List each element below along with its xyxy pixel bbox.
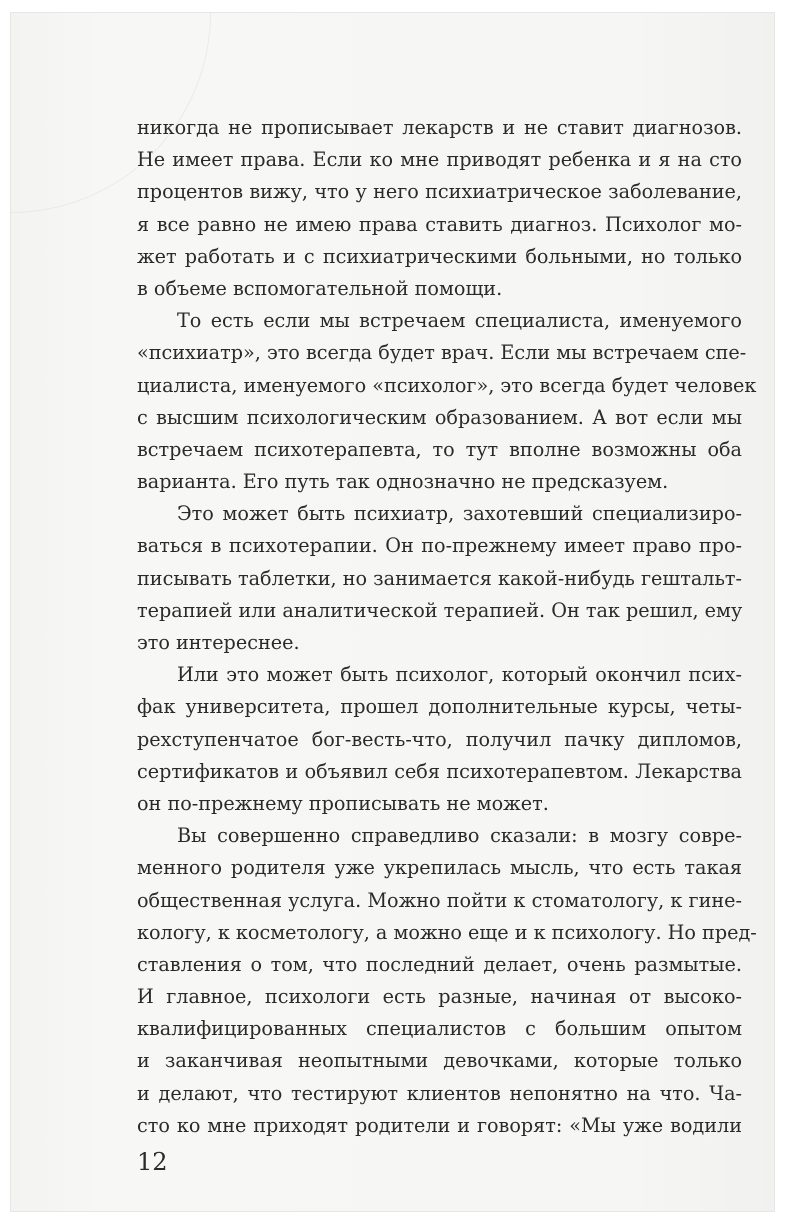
text-line: циалиста, именуемого «психолог», это всегда будет человек xyxy=(137,373,757,397)
text-line: Это может быть психиатр, захотевший специализиро- xyxy=(177,502,742,526)
paragraph xyxy=(137,820,757,1142)
text-line: с высшим психологическим образованием. А вот если мы xyxy=(137,405,742,429)
text-line: я все равно не имею права ставить диагноз. Психолог мо- xyxy=(137,212,742,236)
paragraph xyxy=(137,112,742,305)
text-line: терапией или аналитической терапией. Он так решил, ему xyxy=(137,598,743,622)
text-line: менного родителя уже укрепилась мысль, что есть такая xyxy=(137,856,742,880)
text-line: фак университета, прошел дополнительные курсы, четы- xyxy=(137,695,742,719)
text-line: ставления о том, что последний делает, очень размытые. xyxy=(137,952,742,976)
text-line: общественная услуга. Можно пойти к стоматологу, к гине- xyxy=(137,888,742,912)
page-number: 12 xyxy=(137,1148,168,1176)
text-line: Или это может быть психолог, который окончил псих- xyxy=(177,663,742,687)
text-line: Вы совершенно справедливо сказали: в мозгу совре- xyxy=(177,824,742,848)
text-line: сертификатов и объявил себя психотерапевтом. Лекарства xyxy=(137,759,742,783)
text-line: писывать таблетки, но занимается какой-нибудь гештальт- xyxy=(137,566,743,590)
text-line: и заканчивая неопытными девочками, которые только xyxy=(137,1049,742,1073)
text-line: в объеме вспомогательной помощи. xyxy=(137,276,503,300)
paragraph xyxy=(137,305,757,498)
text-line: и делают, что тестируют клиентов непонятно на что. Ча- xyxy=(137,1081,742,1105)
text-line: жет работать и с психиатрическими больными, но только xyxy=(137,244,742,268)
text-line: То есть если мы встречаем специалиста, именуемого xyxy=(177,309,742,333)
text-line: рехступенчатое бог-весть-что, получил пачку дипломов, xyxy=(137,727,742,751)
body-text xyxy=(137,112,757,1142)
text-line: ваться в психотерапии. Он по-прежнему имеет право про- xyxy=(137,534,742,558)
text-line: никогда не прописывает лекарств и не ставит диагнозов. xyxy=(137,116,742,139)
text-line: это интереснее. xyxy=(137,631,300,654)
paragraph xyxy=(137,659,742,820)
text-line: сто ко мне приходят родители и говорят: «Мы уже водили xyxy=(137,1113,742,1137)
paragraph xyxy=(137,498,742,659)
text-line: квалифицированных специалистов с большим опытом xyxy=(137,1017,742,1041)
text-line: встречаем психотерапевта, то тут вполне возможны оба xyxy=(137,437,742,461)
text-line: «психиатр», это всегда будет врач. Если мы встречаем спе- xyxy=(137,341,747,365)
text-line: И главное, психологи есть разные, начиная от высоко- xyxy=(137,985,742,1009)
text-line: Не имеет права. Если ко мне приводят ребенка и я на сто xyxy=(137,148,742,172)
text-line: процентов вижу, что у него психиатрическое заболевание, xyxy=(137,180,742,204)
text-line: кологу, к косметологу, а можно еще и к психологу. Но пред- xyxy=(137,920,757,944)
text-line: варианта. Его путь так однозначно не предсказуем. xyxy=(137,470,669,494)
text-line: он по-прежнему прописывать не может. xyxy=(137,791,549,815)
